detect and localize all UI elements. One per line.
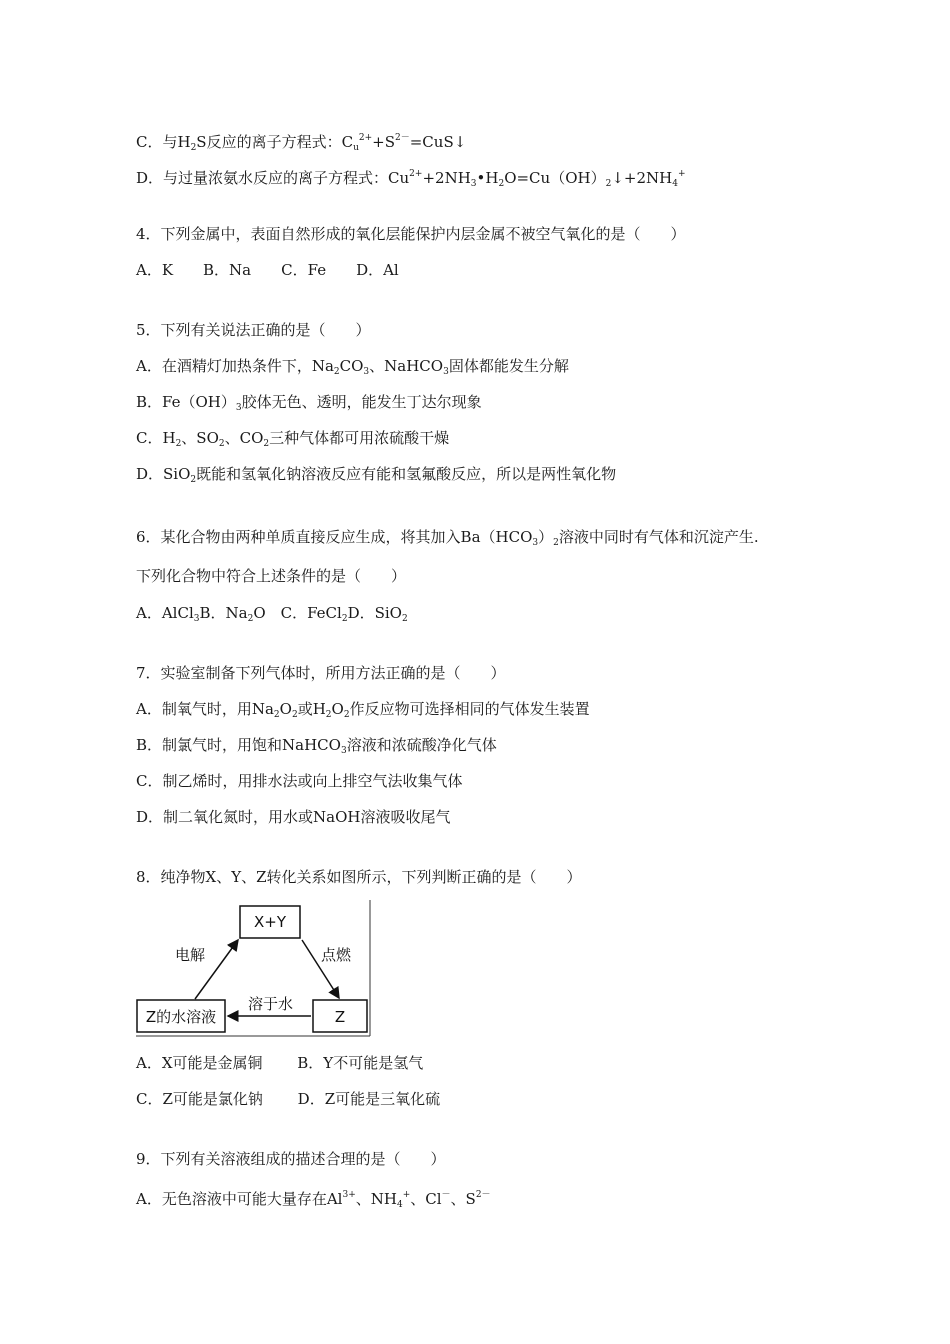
box-x-plus-y-label: X+Y xyxy=(253,913,287,931)
q5-stem: 5．下列有关说法正确的是（ ） xyxy=(136,321,371,339)
q9-option-a: A．无色溶液中可能大量存在$Al^{3+}$、$NH_4^+$、Cl－、$S^{2-}$ xyxy=(136,1190,491,1210)
q7-option-a: A．制氧气时，用$Na_2O_2$或$H_2O_2$作反应物可选择相同的气体发生装置 xyxy=(136,700,590,720)
q8-stem: 8．纯净物X、Y、Z转化关系如图所示，下列判断正确的是（ ） xyxy=(136,868,582,886)
q7-option-c: C．制乙烯时，用排水法或向上排空气法收集气体 xyxy=(136,772,463,790)
q6-options: A．AlCl$_3$B．$Na_2O$ C．FeCl$_2$D．SiO$_2$ xyxy=(136,604,408,624)
q3-option-c: C．与$H_2S$反应的离子方程式：$C_u^{2+}+S^{2-}=CuS↓$ xyxy=(136,133,467,153)
q7-option-d: D．制二氧化氮时，用水或NaOH溶液吸收尾气 xyxy=(136,808,451,826)
label-ignite: 点燃 xyxy=(321,946,352,964)
label-dissolve: 溶于水 xyxy=(248,995,294,1013)
q8-conversion-diagram xyxy=(135,898,375,1038)
box-z-solution-label: Z的水溶液 xyxy=(145,1008,217,1026)
q6-stem-cont: 下列化合物中符合上述条件的是（ ） xyxy=(136,567,407,585)
q9-stem: 9．下列有关溶液组成的描述合理的是（ ） xyxy=(136,1150,446,1168)
q7-stem: 7．实验室制备下列气体时，所用方法正确的是（ ） xyxy=(136,664,506,682)
q8-options-ab: A．X可能是金属铜 B．Y不可能是氢气 xyxy=(136,1054,424,1072)
q6-stem: 6．某化合物由两种单质直接反应生成，将其加入$Ba(HCO_3)_2$溶液中同时有气体和沉淀产生. xyxy=(136,528,759,548)
q5-option-b: B．$Fe(OH)_3$胶体无色、透明，能发生丁达尔现象 xyxy=(136,393,482,413)
q5-option-c: C．$H_2$、$SO_2$、$CO_2$三种气体都可用浓硫酸干燥 xyxy=(136,429,450,449)
q8-options-cd: C．Z可能是氯化钠 D．Z可能是三氧化硫 xyxy=(136,1090,441,1108)
q7-option-b: B．制氯气时，用饱和NaHCO$_3$溶液和浓硫酸净化气体 xyxy=(136,736,497,756)
q5-option-d: D．SiO$_2$既能和氢氧化钠溶液反应有能和氢氟酸反应，所以是两性氧化物 xyxy=(136,465,617,485)
q5-option-a: A．在酒精灯加热条件下，$Na_2CO_3$、NaHCO$_3$固体都能发生分解 xyxy=(136,357,569,377)
q4-options: A．K B．Na C．Fe D．Al xyxy=(136,261,399,279)
box-z-label: Z xyxy=(334,1008,346,1026)
label-electrolysis: 电解 xyxy=(175,946,206,964)
q3-option-d: D．与过量浓氨水反应的离子方程式：$Cu^{2+}+2NH_3•H_2O=Cu(OH)_2↓+2NH_4^+$ xyxy=(136,169,686,189)
q4-stem: 4．下列金属中，表面自然形成的氧化层能保护内层金属不被空气氧化的是（ ） xyxy=(136,225,686,243)
